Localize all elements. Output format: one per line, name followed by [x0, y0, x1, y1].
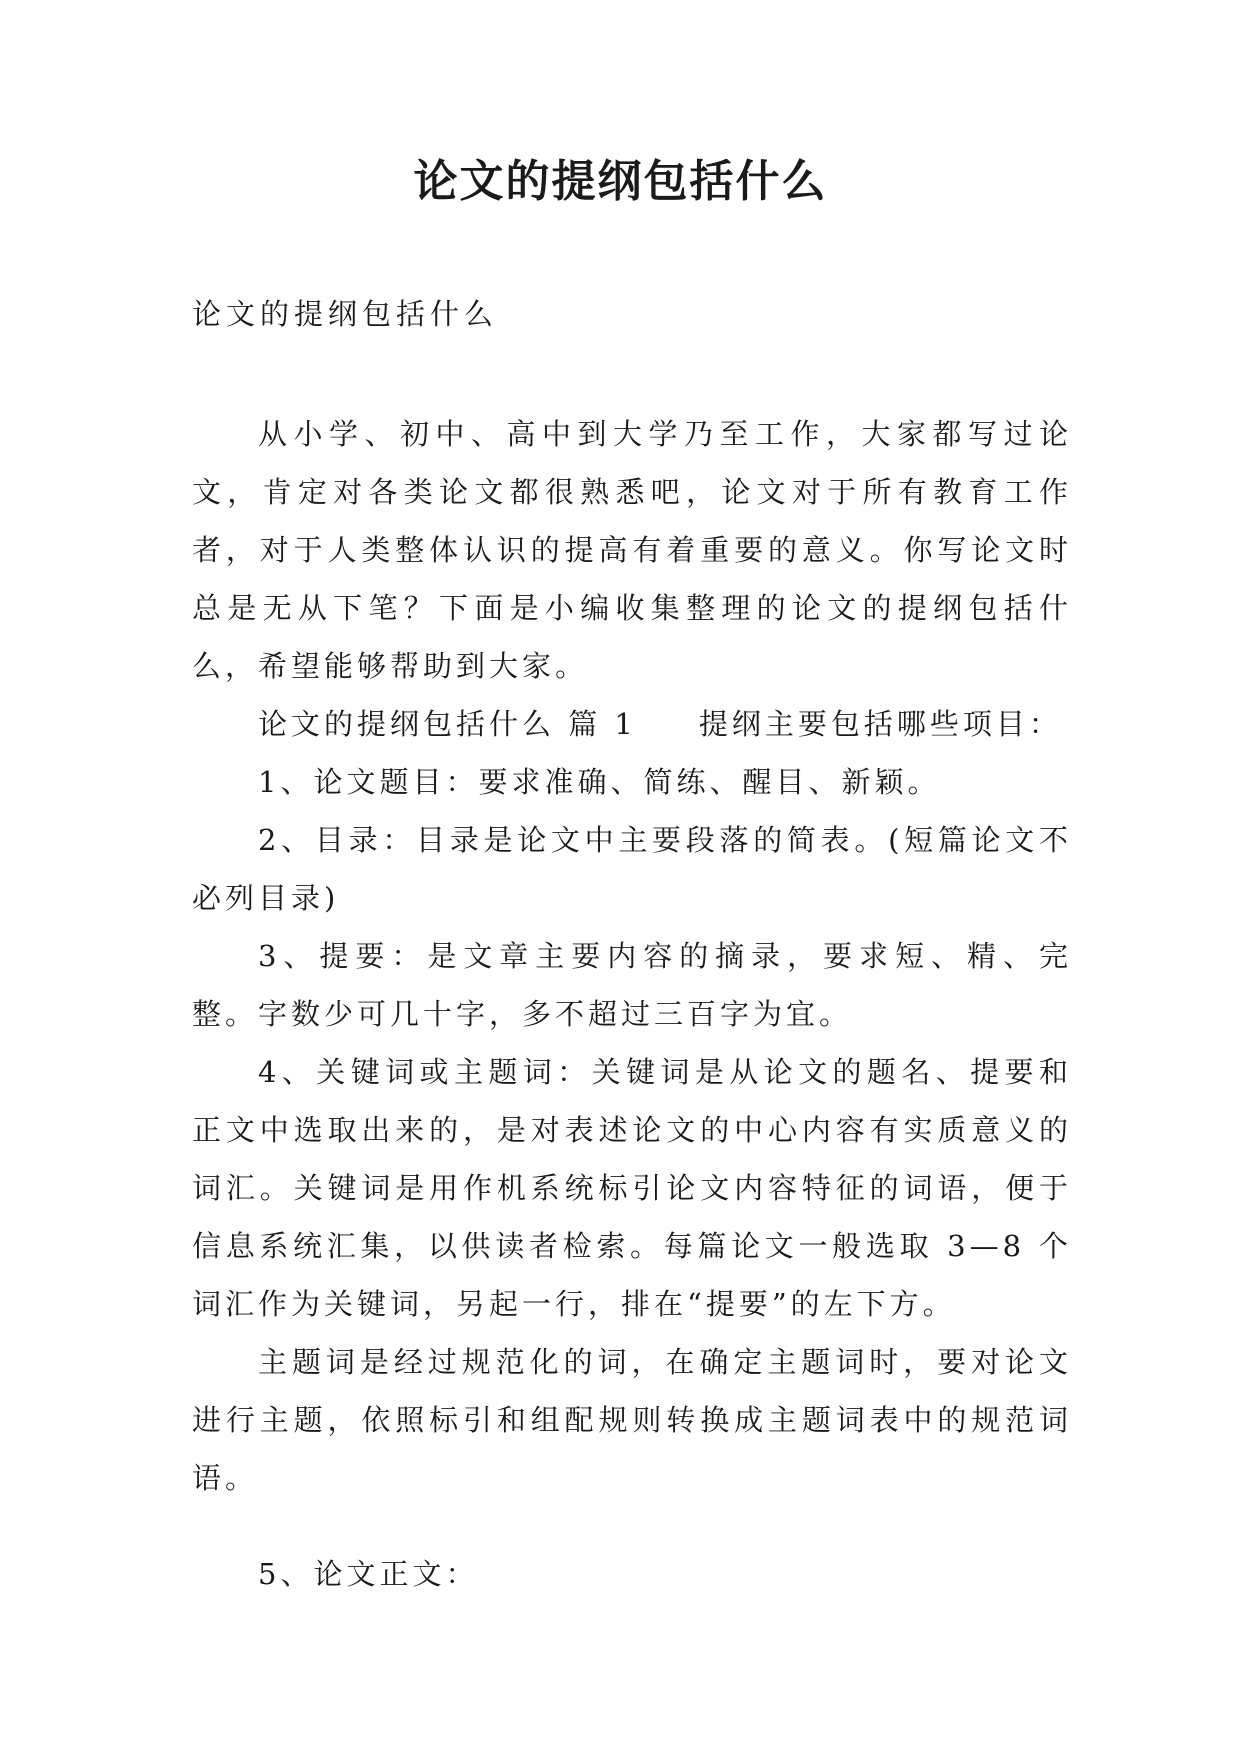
outline-item-2: 2、目录：目录是论文中主要段落的简表。(短篇论文不必列目录) [192, 823, 1072, 915]
outline-item-5: 5、论文正文： [258, 1557, 479, 1591]
document-subtitle: 论文的提纲包括什么 [192, 297, 499, 331]
intro-paragraph: 从小学、初中、高中到大学乃至工作，大家都写过论文，肯定对各类论文都很熟悉吧，论文对于所有教育工作者，对于人类整体认识的提高有着重要的意义。你写论文时总是无从下笔？下面是小编收集整理的论文的提纲包括什么，希望能够帮助到大家。 [192, 417, 1072, 683]
section-heading-paragraph [192, 695, 1072, 753]
document-title: 论文的提纲包括什么 [413, 156, 828, 207]
document-body [192, 405, 1072, 1603]
outline-item-1: 1、论文题目：要求准确、简练、醒目、新颖。 [258, 765, 941, 799]
section-lead: 提纲主要包括哪些项目： [698, 707, 1062, 741]
outline-item-4-note: 主题词是经过规范化的词，在确定主题词时，要对论文进行主题，依照标引和组配规则转换成主题词表中的规范词语。 [192, 1345, 1072, 1495]
section-heading: 论文的提纲包括什么 篇 1 [258, 707, 637, 741]
outline-item-3: 3、提要：是文章主要内容的摘录，要求短、精、完整。字数少可几十字，多不超过三百字为宜。 [192, 939, 1072, 1031]
outline-item-4: 4、关键词或主题词：关键词是从论文的题名、提要和正文中选取出来的，是对表述论文的中心内容有实质意义的词汇。关键词是用作机系统标引论文内容特征的词语，便于信息系统汇集，以供读者检索。每篇论文一般选取 3—8 个词汇作为关键词，另起一行，排在“提要”的左下方。 [192, 1055, 1072, 1321]
